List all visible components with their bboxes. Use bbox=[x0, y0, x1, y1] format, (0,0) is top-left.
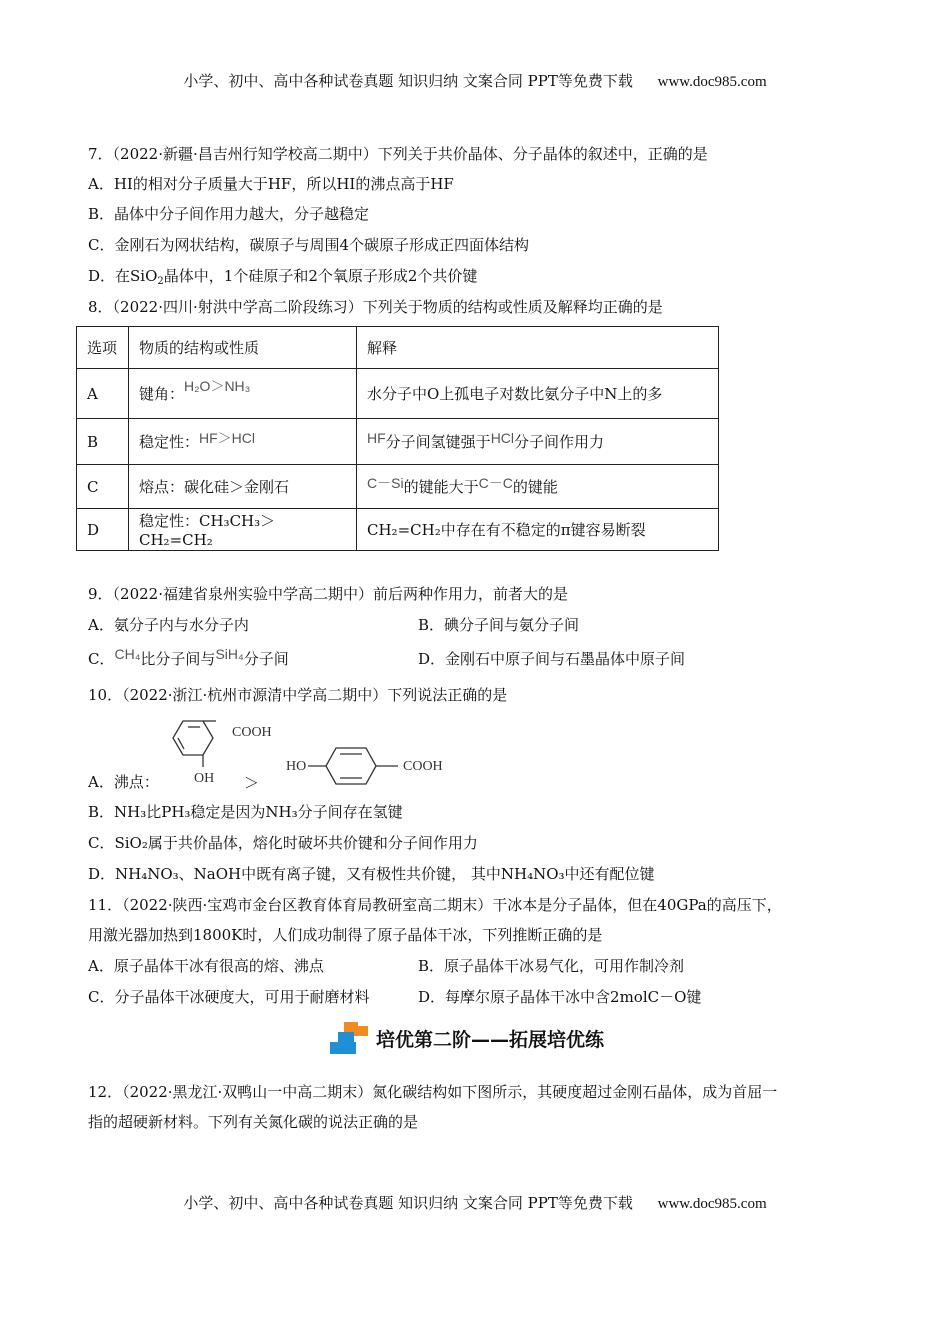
row-a-opt: A bbox=[77, 369, 129, 419]
mol2-ho-label: HO bbox=[286, 759, 307, 774]
q7-stem: 7．（2022·新疆·昌吉州行知学校高二期中）下列关于共价晶体、分子晶体的叙述中，正确的是 bbox=[88, 145, 708, 163]
q11-stem-line1: 11．（2022·陕西·宝鸡市金台区教育体育局教研室高二期末）干冰本是分子晶体，但在40GPa的高压下， bbox=[88, 896, 782, 914]
q12-line1: 12．（2022·黑龙江·双鸭山一中高二期末）氮化碳结构如下图所示，其硬度超过金刚石晶体，成为首屈一 bbox=[88, 1083, 778, 1101]
q9-option-d: D．金刚石中原子间与石墨晶体中原子间 bbox=[418, 650, 686, 668]
q10-option-d: D．NH₄NO₃、NaOH中既有离子键，又有极性共价键， 其中NH₄NO₃中还有配位键 bbox=[88, 865, 655, 883]
q11-option-a: A．原子晶体干冰有很高的熔、沸点 bbox=[88, 957, 324, 975]
q10-molecules bbox=[160, 712, 460, 792]
row-c-explain: C－Si的键能大于C－C的键能 bbox=[357, 465, 719, 509]
table-row bbox=[77, 465, 719, 509]
section-heading bbox=[330, 1022, 604, 1054]
q12-line2: 指的超硬新材料。下列有关氮化碳的说法正确的是 bbox=[88, 1113, 419, 1131]
q10-option-c: C．SiO₂属于共价晶体，熔化时破坏共价键和分子间作用力 bbox=[88, 834, 478, 852]
q8-table bbox=[76, 326, 719, 551]
header-site: www.doc985.com bbox=[657, 74, 767, 90]
row-b-explain: HF分子间氢键强于HCl分子间作用力 bbox=[357, 419, 719, 465]
footer-text: 小学、初中、高中各种试卷真题 知识归纳 文案合同 PPT等免费下载 bbox=[183, 1194, 633, 1212]
row-a-explain: 水分子中O上孤电子对数比氨分子中N上的多 bbox=[357, 369, 719, 419]
mol2-cooh-label: COOH bbox=[403, 759, 443, 774]
q10-option-b: B．NH₃比PH₃稳定是因为NH₃分子间存在氢键 bbox=[88, 803, 403, 821]
salicylic-acid-structure bbox=[173, 721, 216, 767]
section-logo-icon bbox=[330, 1022, 370, 1054]
table-row bbox=[77, 509, 719, 551]
th-explain: 解释 bbox=[357, 327, 719, 369]
footer-site: www.doc985.com bbox=[657, 1196, 767, 1212]
table-row bbox=[77, 369, 719, 419]
q10-stem: 10．（2022·浙江·杭州市源清中学高二期中）下列说法正确的是 bbox=[88, 686, 508, 704]
p-hydroxybenzoic-acid-structure bbox=[308, 748, 398, 784]
page-footer bbox=[0, 1192, 950, 1213]
q10-greater-sign: ＞ bbox=[244, 776, 260, 792]
q11-stem-line2: 用激光器加热到1800K时，人们成功制得了原子晶体干冰，下列推断正确的是 bbox=[88, 926, 603, 944]
q9-option-c: C．CH₄比分子间与SiH₄分子间 bbox=[88, 646, 289, 668]
mol1-cooh-label: COOH bbox=[232, 725, 272, 740]
q9-option-a: A．氨分子内与水分子内 bbox=[88, 616, 249, 634]
row-d-explain: CH₂=CH₂中存在有不稳定的π键容易断裂 bbox=[357, 509, 719, 551]
row-c-opt: C bbox=[77, 465, 129, 509]
section-title: 培优第二阶——拓展培优练 bbox=[376, 1028, 605, 1051]
q8-stem: 8．（2022·四川·射洪中学高二阶段练习）下列关于物质的结构或性质及解释均正确的是 bbox=[88, 298, 663, 316]
table-row bbox=[77, 419, 719, 465]
q7-option-a: A．HI的相对分子质量大于HF，所以HI的沸点高于HF bbox=[88, 175, 454, 193]
q11-option-c: C．分子晶体干冰硬度大，可用于耐磨材料 bbox=[88, 988, 370, 1006]
q11-option-d: D．每摩尔原子晶体干冰中含2molC－O键 bbox=[418, 988, 702, 1006]
row-d-prop: 稳定性：CH₃CH₃＞CH₂=CH₂ bbox=[129, 509, 357, 551]
header-text: 小学、初中、高中各种试卷真题 知识归纳 文案合同 PPT等免费下载 bbox=[183, 72, 633, 90]
row-b-opt: B bbox=[77, 419, 129, 465]
row-b-prop: 稳定性：HF＞HCl bbox=[129, 419, 357, 465]
q7-option-d: D．在SiO$_2$晶体中，1个硅原子和2个氧原子形成2个共价键 bbox=[88, 267, 478, 287]
th-option: 选项 bbox=[77, 327, 129, 369]
q9-stem: 9．（2022·福建省泉州实验中学高二期中）前后两种作用力，前者大的是 bbox=[88, 585, 568, 603]
q10-option-a-label: A．沸点： bbox=[88, 773, 159, 791]
q7-option-b: B．晶体中分子间作用力越大，分子越稳定 bbox=[88, 205, 370, 223]
q11-option-b: B．原子晶体干冰易气化，可用作制冷剂 bbox=[418, 957, 685, 975]
row-d-opt: D bbox=[77, 509, 129, 551]
table-header-row bbox=[77, 327, 719, 369]
mol1-oh-label: OH bbox=[194, 771, 215, 786]
q7-option-c: C．金刚石为网状结构，碳原子与周围4个碳原子形成正四面体结构 bbox=[88, 236, 530, 254]
q9-option-b: B．碘分子间与氨分子间 bbox=[418, 616, 580, 634]
row-c-prop: 熔点：碳化硅＞金刚石 bbox=[129, 465, 357, 509]
page-header bbox=[0, 70, 950, 91]
th-property: 物质的结构或性质 bbox=[129, 327, 357, 369]
row-a-prop: 键角：H₂O＞NH₃ bbox=[129, 369, 357, 419]
